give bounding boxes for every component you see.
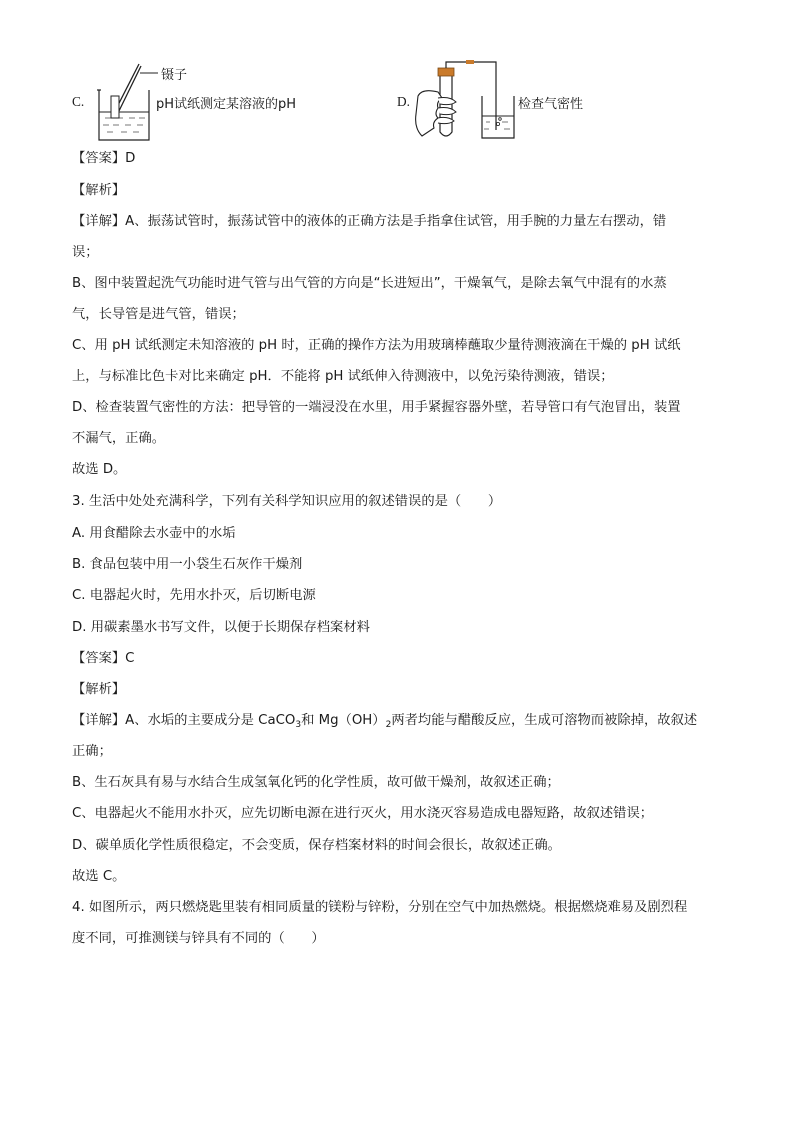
- q3-option-a: A. 用食醋除去水壶中的水垢: [72, 526, 236, 541]
- q2-detail-line: C、用 pH 试纸测定未知溶液的 pH 时，正确的操作方法为用玻璃棒蘸取少量待测液滴在干燥的 pH 试纸: [72, 338, 681, 353]
- q2-detail-line: 【详解】A、振荡试管时，振荡试管中的液体的正确方法是手指拿住试管，用手腕的力量左右摆动，错: [72, 214, 667, 229]
- q3-analysis-heading: 【解析】: [72, 682, 126, 697]
- q4-stem-line: 度不同，可推测镁与锌具有不同的（ ）: [72, 931, 325, 946]
- q3-detail-line: B、生石灰具有易与水结合生成氢氧化钙的化学性质，故可做干燥剂，故叙述正确；: [72, 775, 560, 790]
- subscript-3: 3: [295, 720, 302, 730]
- q3-detail-text: 两者均能与醋酸反应，生成可溶物而被除掉，故叙述: [391, 713, 698, 728]
- tweezers-leader-line: [140, 70, 160, 76]
- q3-detail-line-a: [72, 711, 697, 735]
- subscript-2: 2: [385, 720, 392, 730]
- q3-answer: 【答案】C: [72, 651, 135, 666]
- option-c-letter: C.: [72, 94, 85, 109]
- q2-conclusion: 故选 D。: [72, 462, 127, 477]
- airtightness-check-figure: [412, 58, 520, 142]
- q2-detail-line: 误；: [72, 245, 99, 260]
- q2-detail-line: B、图中装置起洗气功能时进气管与出气管的方向是“长进短出”，干燥氧气，是除去氧气中混有的水蒸: [72, 276, 667, 291]
- q3-detail-line: 正确；: [72, 744, 112, 759]
- tweezers-label: 镊子: [161, 68, 188, 83]
- q3-detail-text: 【详解】A、水垢的主要成分是 CaCO: [72, 713, 296, 728]
- q3-detail-text: 和 Mg（OH）: [301, 713, 386, 728]
- q2-detail-line: 不漏气，正确。: [72, 431, 166, 446]
- q4-stem-line: 4. 如图所示，两只燃烧匙里装有相同质量的镁粉与锌粉，分别在空气中加热燃烧。根据燃烧难易及剧烈程: [72, 900, 688, 915]
- q2-detail-line: 上，与标准比色卡对比来确定 pH．不能将 pH 试纸伸入待测液中，以免污染待测液，错误；: [72, 369, 614, 384]
- q2-detail-line: D、检查装置气密性的方法：把导管的一端浸没在水里，用手紧握容器外壁，若导管口有气泡冒出，装置: [72, 400, 681, 415]
- option-d-letter: D.: [397, 94, 410, 109]
- q3-detail-line: C、电器起火不能用水扑灭，应先切断电源在进行灭火，用水浇灭容易造成电器短路，故叙述错误；: [72, 806, 654, 821]
- option-d-caption: 检查气密性: [518, 97, 584, 112]
- q3-option-c: C. 电器起火时，先用水扑灭，后切断电源: [72, 588, 316, 603]
- q2-answer: 【答案】D: [72, 151, 136, 166]
- q2-analysis-heading: 【解析】: [72, 183, 126, 198]
- q3-stem: 3. 生活中处处充满科学，下列有关科学知识应用的叙述错误的是（ ）: [72, 494, 502, 509]
- q2-detail-line: 气，长导管是进气管，错误；: [72, 307, 245, 322]
- q3-conclusion: 故选 C。: [72, 869, 126, 884]
- q3-option-d: D. 用碳素墨水书写文件，以便于长期保存档案材料: [72, 620, 370, 635]
- q3-detail-line: D、碳单质化学性质很稳定，不会变质，保存档案材料的时间会很长，故叙述正确。: [72, 838, 561, 853]
- option-c-caption: pH试纸测定某溶液的pH: [156, 97, 297, 112]
- q3-option-b: B. 食品包装中用一小袋生石灰作干燥剂: [72, 557, 303, 572]
